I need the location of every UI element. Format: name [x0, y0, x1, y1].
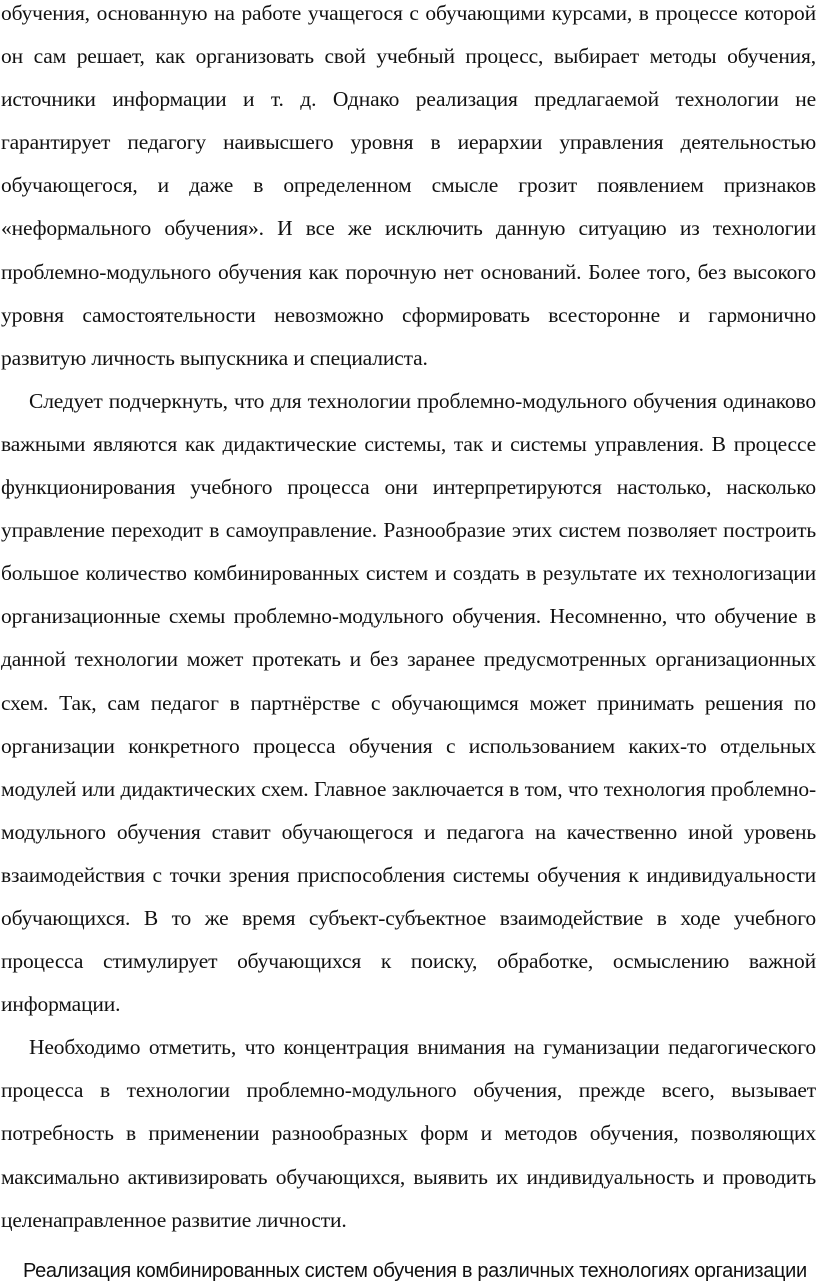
section-heading: Реализация комбинированных систем обучения в различных технологиях организации [23, 1259, 807, 1282]
paragraph-2: Следует подчеркнуть, что для технологии проблемно-модульного обучения одинаково важными являются как дидактические системы, так и системы управления. В процессе функционирования учебного процесса они интерпретируются настолько, насколько управление переходит в самоуправление. Разнообразие этих систем позволяет построить большое количество комбинированных систем и создать в результате их технологизации организационные схемы проблемно-модульного обучения. Несомненно, что обучение в данной технологии может протекать и без заранее предусмотренных организационных схем. Так, сам педагог в партнёрстве с обучающимся может принимать решения по организации конкретного процесса обучения с использованием каких-то отдельных модулей или дидактических схем. Главное заключается в том, что технология проблемно-модульного обучения ставит обучающегося и педагога на качественно иной уровень взаимодействия с точки зрения приспособления системы обучения к индивидуальности обучающихся. В то же время субъект-субъектное взаимодействие в ходе учебного процесса стимулирует обучающихся к поиску, обработке, осмыслению важной информации. [1, 388, 816, 1017]
paragraph-1: обучения, основанную на работе учащегося с обучающими курсами, в процессе которой он сам решает, как организовать свой учебный процесс, выбирает методы обучения, источники информации и т. д. Однако реализация предлагаемой технологии не гарантирует педагогу наивысшего уровня в иерархии управления деятельностью обучающегося, и даже в определенном смысле грозит появлением признаков «неформального обучения». И все же исключить данную ситуацию из технологии проблемно-модульного обучения как порочную нет оснований. Более того, без высокого уровня самостоятельности невозможно сформировать всесторонне и гармонично развитую личность выпускника и специалиста. [1, 1, 816, 370]
paragraph-3: Необходимо отметить, что концентрация внимания на гуманизации педагогического процесса в технологии проблемно-модульного обучения, прежде всего, вызывает потребность в применении разнообразных форм и методов обучения, позволяющих максимально активизировать обучающихся, выявить их индивидуальность и проводить целенаправленное развитие личности. [1, 1035, 816, 1232]
